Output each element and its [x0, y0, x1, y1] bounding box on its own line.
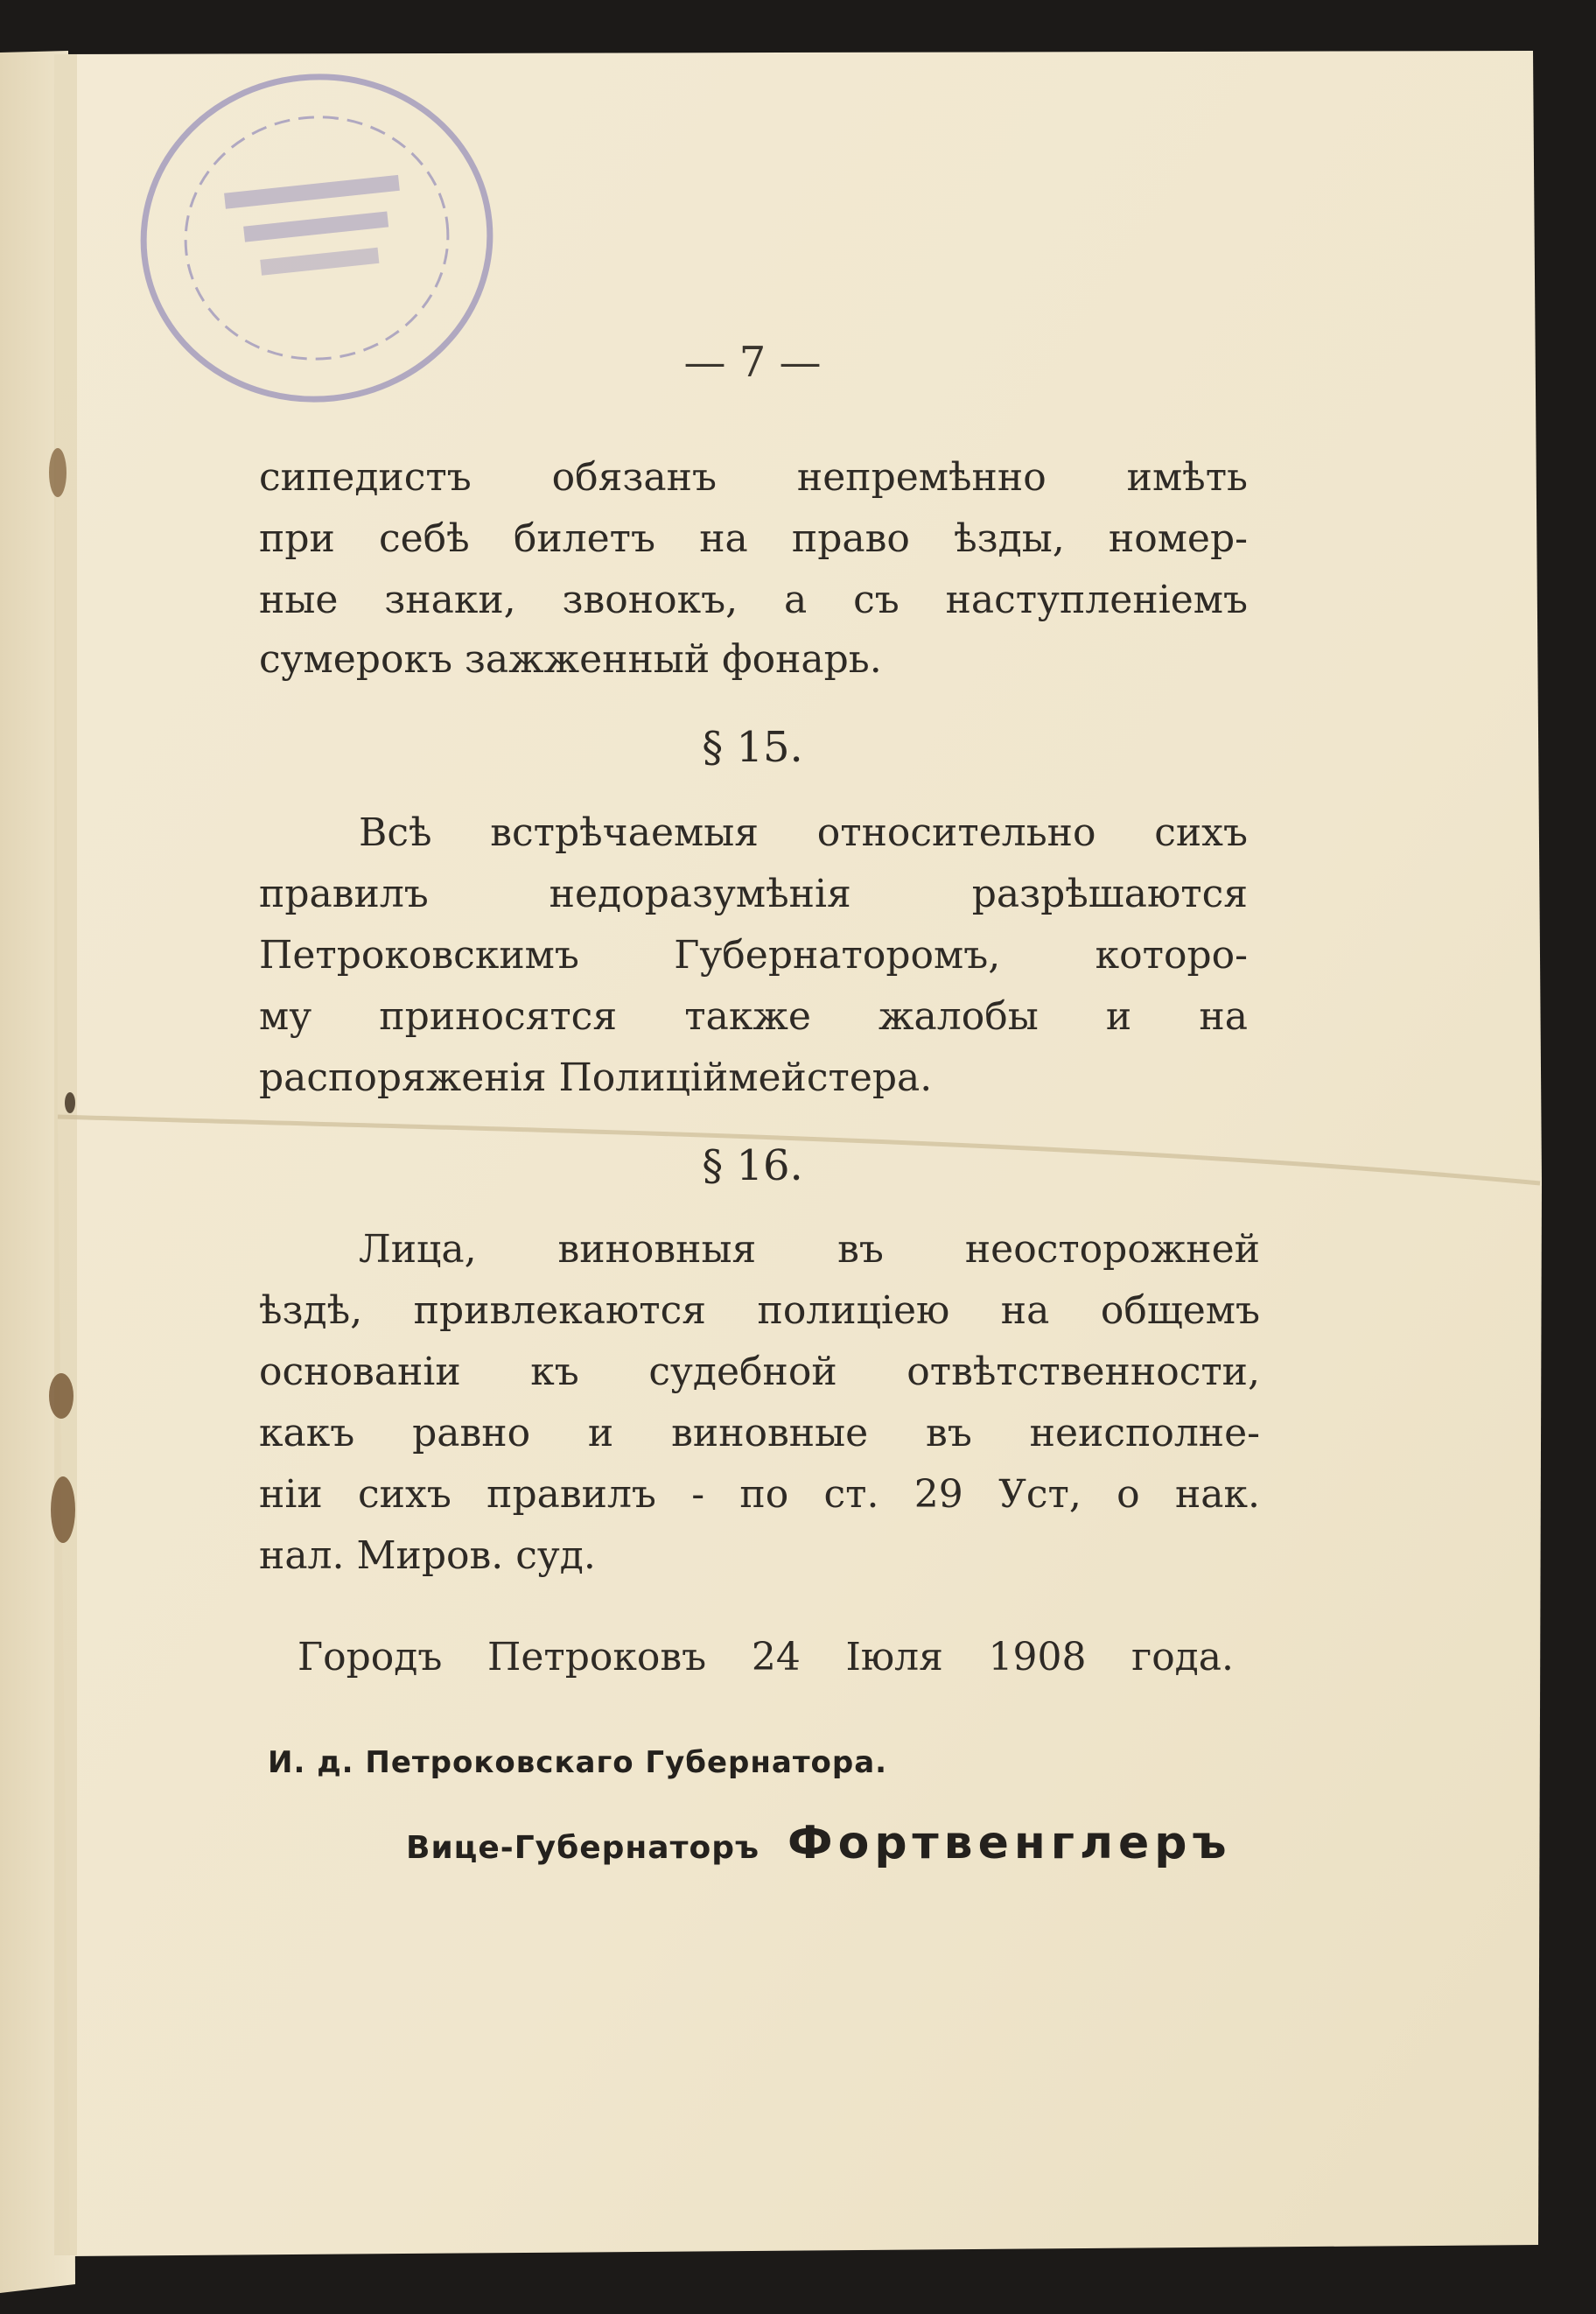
text-line: Петроковскимъ Губернаторомъ, которо- [259, 933, 1248, 978]
signature-title: И. д. Петроковскаго Губернатора. [268, 1745, 888, 1780]
signature-role: Вице-Губернаторъ [406, 1830, 760, 1866]
text-line: какъ равно и виновные въ неисполне- [259, 1411, 1260, 1455]
section-15-heading: § 15. [702, 723, 803, 772]
signature-block [406, 1819, 1232, 1873]
page-number: — 7 — [683, 338, 822, 387]
text-line: основаніи къ судебной отвѣтственности, [259, 1350, 1260, 1394]
text-line: ѣздѣ, привлекаются полиціею на общемъ [259, 1288, 1260, 1333]
date-line: Городъ Петроковъ 24 Іюля 1908 года. [298, 1635, 1234, 1679]
text-line: сипедистъ обязанъ непремѣнно имѣть [259, 455, 1248, 500]
text-line: при себѣ билетъ на право ѣзды, номер- [259, 516, 1248, 561]
section-16-heading: § 16. [702, 1141, 803, 1190]
text-line: ніи сихъ правилъ - по ст. 29 Уст, о нак. [259, 1472, 1260, 1517]
text-line: му приносятся также жалобы и на [259, 994, 1248, 1039]
text-line: распоряженія Полицiймейстера. [259, 1055, 933, 1100]
text-line: ные знаки, звонокъ, а съ наступленіемъ [259, 578, 1248, 622]
signature-name: Фортвенглеръ [788, 1817, 1232, 1869]
text-line: Лица, виновныя въ неосторожней [359, 1227, 1260, 1272]
text-line: правилъ недоразумѣнія разрѣшаются [259, 872, 1248, 916]
text-line: сумерокъ зажженный фонарь. [259, 637, 882, 682]
text-line: Всѣ встрѣчаемыя относительно сихъ [359, 810, 1248, 855]
text-line: нал. Миров. суд. [259, 1533, 596, 1578]
